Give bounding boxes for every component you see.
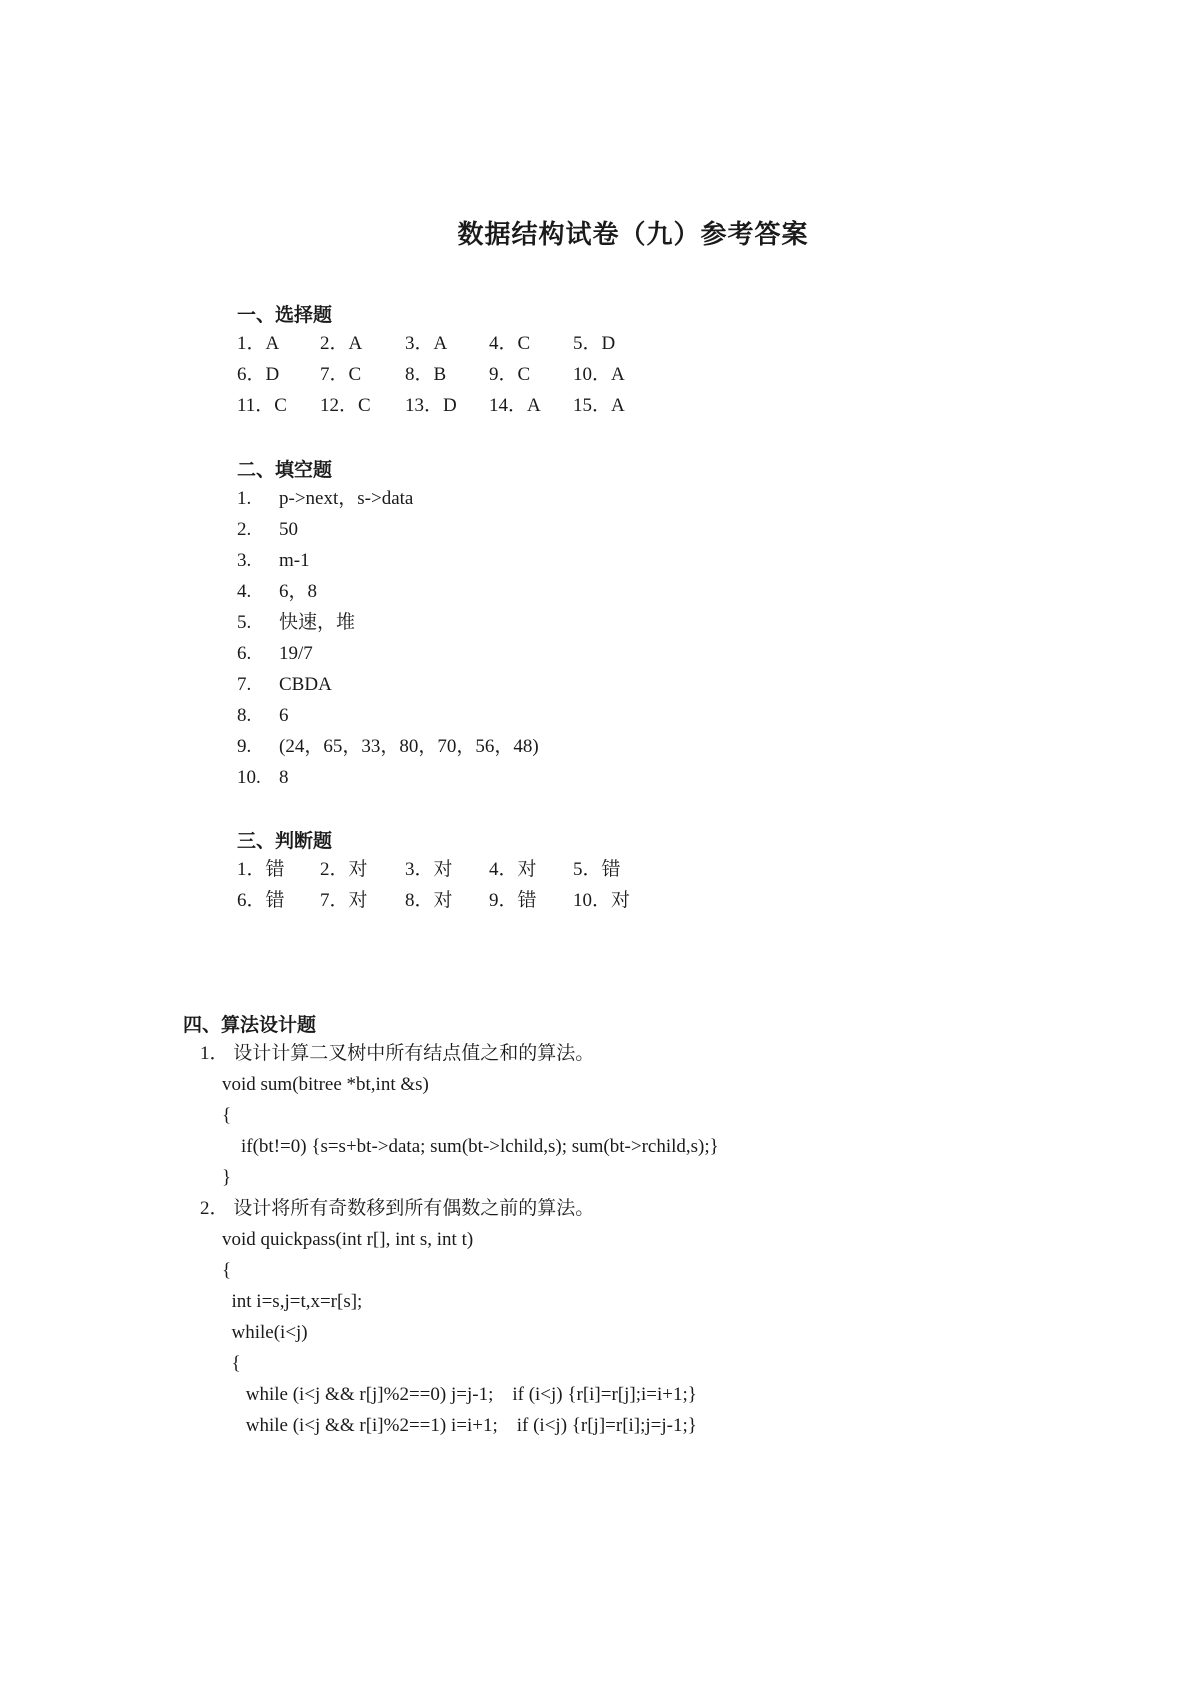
code-line: void quickpass(int r[], int s, int t) [222,1229,474,1250]
problem-2-statement: 2． 设计将所有奇数移到所有偶数之前的算法。 [200,1198,595,1219]
fill-item-number: 6. [237,643,252,664]
judge-answer: 5．错 [573,859,621,880]
fill-item-answer: 19/7 [279,643,313,664]
code-line: void sum(bitree *bt,int &s) [222,1074,429,1095]
judge-answer: 9．错 [489,890,537,911]
code-line: { [222,1353,241,1374]
judge-answer: 10．对 [573,890,631,911]
section-heading-algorithm: 四、算法设计题 [183,1014,317,1036]
code-line: while(i<j) [222,1322,308,1343]
section-heading-judge: 三、判断题 [237,830,333,852]
section-heading-choice: 一、选择题 [237,304,333,326]
choice-answer: 4．C [489,333,531,354]
choice-answer: 6．D [237,364,280,385]
fill-item-answer: m-1 [279,550,310,571]
choice-answer: 10．A [573,364,625,385]
fill-item-answer: 快速，堆 [279,612,356,633]
fill-item-answer: (24，65，33，80，70，56，48) [279,736,539,757]
code-line: while (i<j && r[i]%2==1) i=i+1; if (i<j) {r[j]=r[i];j=j-1;} [222,1415,697,1436]
fill-item-answer: 6 [279,705,289,726]
code-line: int i=s,j=t,x=r[s]; [222,1291,363,1312]
judge-answer: 2．对 [320,859,368,880]
judge-answer: 3．对 [405,859,453,880]
choice-answer: 7．C [320,364,362,385]
choice-answer: 8．B [405,364,447,385]
fill-item-answer: 6，8 [279,581,318,602]
choice-answer: 5．D [573,333,616,354]
fill-item-number: 4. [237,581,252,602]
choice-answer: 3．A [405,333,448,354]
fill-item-number: 3. [237,550,252,571]
choice-answer: 9．C [489,364,531,385]
fill-item-answer: 50 [279,519,298,540]
fill-item-answer: CBDA [279,674,332,695]
judge-answer: 4．对 [489,859,537,880]
fill-item-answer: p->next，s->data [279,488,414,509]
choice-answer: 14．A [489,395,541,416]
fill-item-number: 8. [237,705,252,726]
judge-answer: 7．对 [320,890,368,911]
code-line: } [222,1167,232,1188]
fill-item-number: 9. [237,736,252,757]
code-line: { [222,1105,232,1126]
code-line: while (i<j && r[j]%2==0) j=j-1; if (i<j) {r[i]=r[j];i=i+1;} [222,1384,697,1405]
fill-item-number: 7. [237,674,252,695]
fill-item-number: 10. [237,767,261,788]
judge-answer: 8．对 [405,890,453,911]
fill-item-number: 5. [237,612,252,633]
problem-1-statement: 1． 设计计算二叉树中所有结点值之和的算法。 [200,1043,595,1064]
fill-item-number: 1. [237,488,252,509]
fill-item-answer: 8 [279,767,289,788]
fill-item-number: 2. [237,519,252,540]
choice-answer: 2．A [320,333,363,354]
choice-answer: 12．C [320,395,371,416]
page-title: 数据结构试卷（九）参考答案 [457,220,809,250]
judge-answer: 1．错 [237,859,285,880]
code-line: { [222,1260,232,1281]
choice-answer: 13．D [405,395,457,416]
judge-answer: 6．错 [237,890,285,911]
choice-answer: 15．A [573,395,625,416]
choice-answer: 11．C [237,395,287,416]
section-heading-fill: 二、填空题 [237,459,333,481]
code-line: if(bt!=0) {s=s+bt->data; sum(bt->lchild,s); sum(bt->rchild,s);} [222,1136,719,1157]
choice-answer: 1．A [237,333,280,354]
